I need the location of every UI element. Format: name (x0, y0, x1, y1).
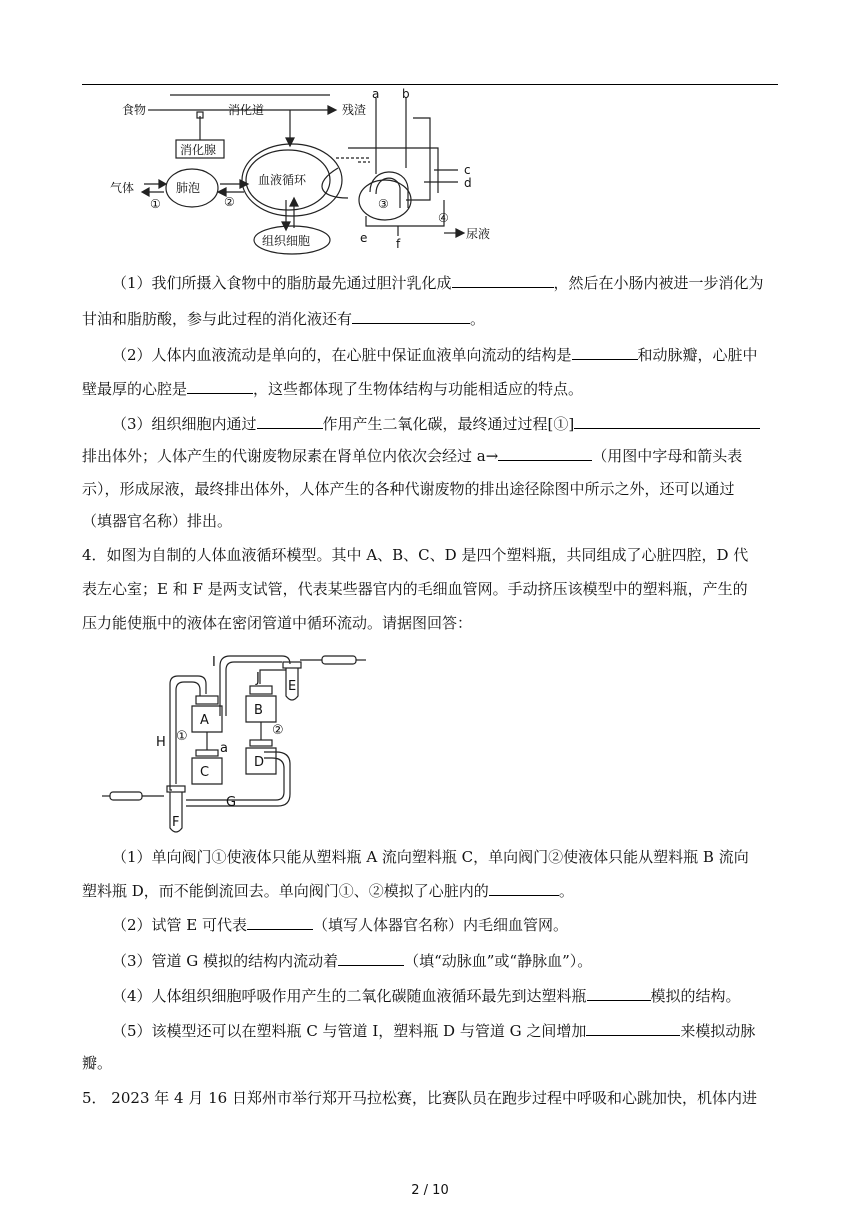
q3-part3-cont3 (82, 507, 778, 536)
q4-intro-line2 (82, 575, 778, 604)
fig1-tissue-cells: 组织细胞 (262, 234, 311, 248)
fig1-number-3: ③ (378, 197, 389, 211)
answer-blank[interactable] (498, 445, 592, 461)
answer-blank[interactable] (352, 308, 470, 324)
q4-p1-text-b: 塑料瓶 D，而不能倒流回去。单向阀门①、②模拟了心脏内的 (82, 882, 489, 900)
q4-intro-text-1: 4．如图为自制的人体血液循环模型。其中 A、B、C、D 是四个塑料瓶，共同组成了心脏四腔，D 代 (82, 546, 749, 564)
fig1-food: 食物 (122, 103, 147, 117)
fig2-label-B: B (254, 703, 263, 718)
q4-intro-text-2: 表左心室；E 和 F 是两支试管，代表某些器官内的毛细血管网。手动挤压该模型中的塑料瓶，产生的 (82, 580, 748, 598)
q3-p1-text-d: 。 (470, 310, 486, 328)
q3-part3-cont (82, 442, 778, 471)
answer-blank[interactable] (587, 985, 651, 1001)
q4-p4-text-a: （4）人体组织细胞呼吸作用产生的二氧化碳随血液循环最先到达塑料瓶 (112, 987, 587, 1005)
q4-intro-line3 (82, 609, 778, 638)
q3-p1-text-b: ，然后在小肠内被进一步消化为 (553, 274, 764, 292)
answer-blank[interactable] (247, 914, 313, 930)
answer-blank[interactable] (489, 880, 559, 896)
fig1-label-b: b (402, 88, 410, 101)
fig2-label-D: D (254, 755, 265, 770)
answer-blank[interactable] (452, 272, 554, 288)
fig1-label-f: f (396, 237, 401, 251)
q3-p3-text-c: 排出体外；人体产生的代谢废物尿素在肾单位内依次会经过 a→ (82, 447, 499, 465)
fig1-residue: 残渣 (342, 103, 367, 117)
fig2-number-2: ② (272, 723, 284, 738)
q3-part3 (82, 410, 778, 439)
fig2-label-H: H (156, 735, 166, 750)
figure-digestion-circulation-diagram (108, 88, 498, 270)
fig1-label-a: a (372, 88, 380, 101)
fig1-alveoli: 肺泡 (176, 181, 201, 195)
fig1-digestive-tract: 消化道 (228, 103, 265, 117)
q3-p2-text-a: （2）人体内血液流动是单向的，在心脏中保证血液单向流动的结构是 (112, 346, 572, 364)
q3-part1 (82, 269, 778, 298)
fig1-number-1: ① (150, 197, 161, 211)
q4-part3 (82, 947, 778, 976)
header-rule (82, 84, 778, 85)
q4-p2-text-a: （2）试管 E 可代表 (112, 916, 248, 934)
fig1-gas: 气体 (110, 181, 135, 195)
fig1-digestive-gland: 消化腺 (180, 143, 217, 157)
q3-p3-text-d: （用图中字母和箭头表 (592, 447, 743, 465)
q3-p1-text-c: 甘油和脂肪酸，参与此过程的消化液还有 (82, 310, 353, 328)
q3-p3-text-b: 作用产生二氧化碳，最终通过过程[①] (322, 415, 575, 433)
q4-p5-text-a: （5）该模型还可以在塑料瓶 C 与管道 I，塑料瓶 D 与管道 G 之间增加 (112, 1022, 587, 1040)
fig1-number-2: ② (224, 195, 235, 209)
fig2-label-I: I (212, 655, 216, 670)
fig2-number-1: ① (176, 729, 188, 744)
q3-part2-cont (82, 375, 778, 404)
fig1-label-e: e (360, 231, 368, 245)
q3-p3-text-e: 示），形成尿液，最终排出体外，人体产生的各种代谢废物的排出途径除图中所示之外，还可以通过 (82, 480, 735, 498)
q5-text-1: 5． 2023 年 4 月 16 日郑州市举行郑开马拉松赛，比赛队员在跑步过程中呼吸和心跳加快，机体内进 (82, 1089, 757, 1107)
q3-part2 (82, 341, 778, 370)
q3-part1-cont (82, 305, 778, 334)
q4-intro-text-3: 压力能使瓶中的液体在密闭管道中循环流动。请据图回答： (82, 614, 473, 632)
fig1-number-4: ④ (438, 211, 449, 225)
page-number: 2 / 10 (411, 1183, 449, 1198)
q3-p3-text-f: （填器官名称）排出。 (82, 512, 233, 530)
answer-blank[interactable] (586, 1020, 680, 1036)
q3-p1-text-a: （1）我们所摄入食物中的脂肪最先通过胆汁乳化成 (112, 274, 452, 292)
q5-line1 (82, 1084, 778, 1113)
q4-part5-cont (82, 1049, 778, 1078)
answer-blank[interactable] (338, 950, 404, 966)
fig2-label-A: A (200, 713, 209, 728)
q3-p2-text-d: ，这些都体现了生物体结构与功能相适应的特点。 (253, 380, 584, 398)
q4-p4-text-b: 模拟的结构。 (650, 987, 741, 1005)
fig2-label-E: E (288, 679, 297, 694)
answer-blank[interactable] (257, 413, 323, 429)
fig1-label-c: c (464, 163, 471, 177)
fig2-label-J: J (256, 671, 260, 686)
q4-p5-text-b: 来模拟动脉 (680, 1022, 756, 1040)
q3-p2-text-c: 壁最厚的心腔是 (82, 380, 188, 398)
q4-part5 (82, 1017, 778, 1046)
fig2-label-C: C (200, 765, 210, 780)
q4-p5-text-c: 瓣。 (82, 1054, 113, 1072)
q3-part3-cont2 (82, 475, 778, 504)
answer-blank[interactable] (572, 344, 638, 360)
q4-part4 (82, 982, 778, 1011)
q4-part2 (82, 911, 778, 940)
q3-p3-text-a: （3）组织细胞内通过 (112, 415, 257, 433)
q4-p1-text-c: 。 (558, 882, 574, 900)
answer-blank[interactable] (187, 378, 253, 394)
q4-p3-text-a: （3）管道 G 模拟的结构内流动着 (112, 952, 339, 970)
q4-p2-text-b: （填写人体器官名称）内毛细血管网。 (313, 916, 569, 934)
figure-circulation-model (100, 644, 370, 840)
fig1-blood-circulation: 血液循环 (258, 173, 307, 187)
fig2-label-a: a (220, 741, 228, 756)
q4-intro-line1 (82, 541, 778, 570)
answer-blank[interactable] (574, 413, 760, 429)
fig1-urine: 尿液 (466, 227, 491, 241)
fig2-label-F: F (172, 815, 180, 830)
q4-part1 (82, 843, 778, 872)
q4-p3-text-b: （填“动脉血”或“静脉血”）。 (404, 952, 593, 970)
fig1-label-d: d (464, 176, 472, 190)
q3-p2-text-b: 和动脉瓣，心脏中 (637, 346, 758, 364)
q4-p1-text-a: （1）单向阀门①使液体只能从塑料瓶 A 流向塑料瓶 C，单向阀门②使液体只能从塑料瓶 B 流向 (112, 848, 749, 866)
fig2-label-G: G (226, 795, 237, 810)
q4-part1-cont (82, 877, 778, 906)
